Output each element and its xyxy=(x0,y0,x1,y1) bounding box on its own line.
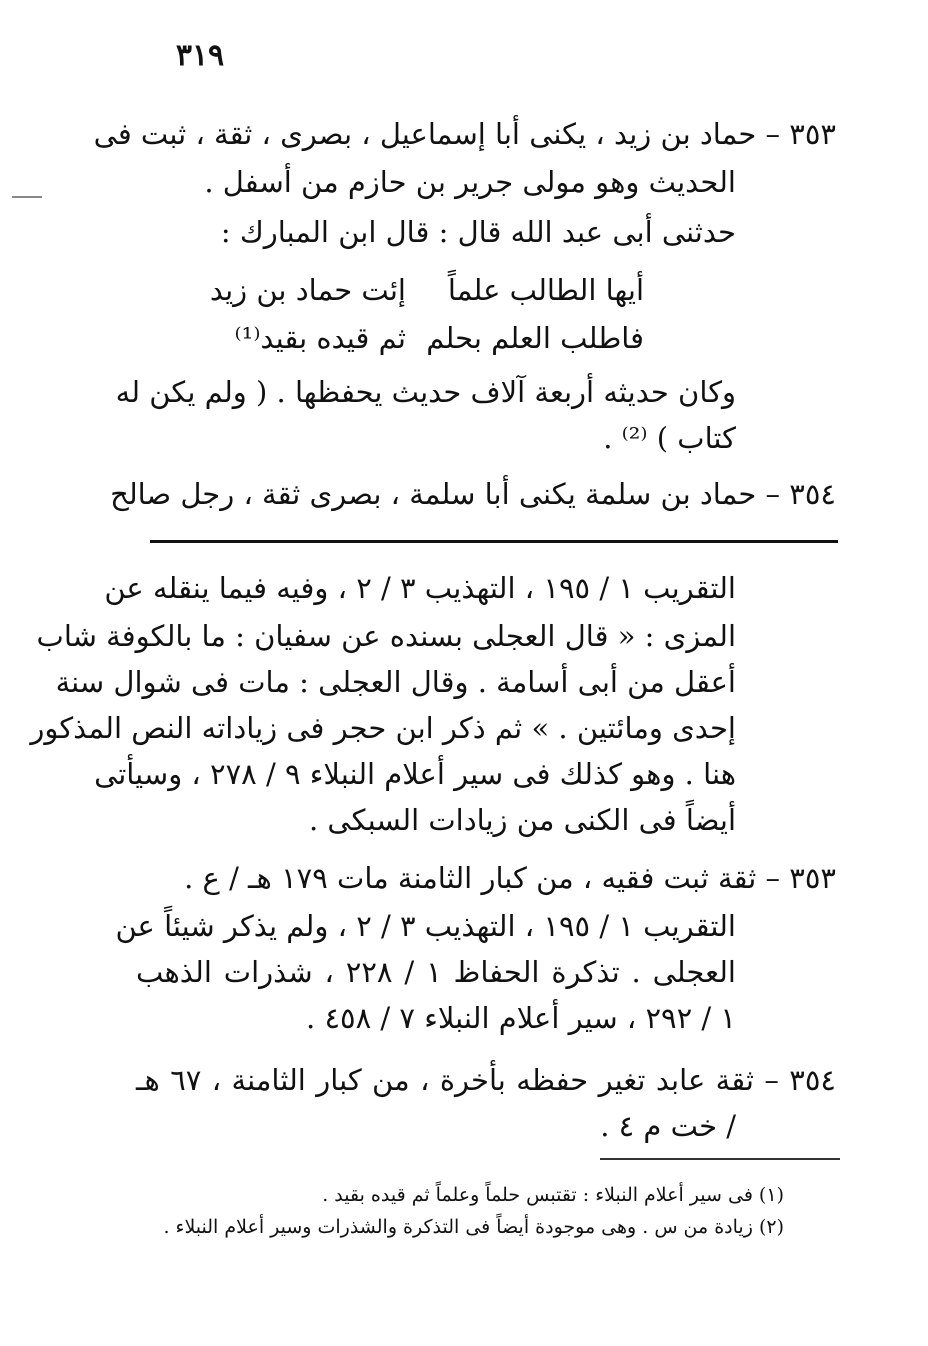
note-354-line-1: ٣٥٤ – ثقة عابد تغير حفظه بأخرة ، من كبار الثامنة ، ٦٧ هـ xyxy=(136,1063,836,1097)
page-number: ٣١٩ xyxy=(175,38,225,73)
note-353a-line-5: هنا . وهو كذلك فى سير أعلام النبلاء ٩ / ٢٧٨ ، وسيأتى xyxy=(94,757,736,791)
entry-353-line-2: الحديث وهو مولى جرير بن حازم من أسفل . xyxy=(204,165,736,199)
note-353a-line-4: إحدى ومائتين . » ثم ذكر ابن حجر فى زياداته النص المذكور xyxy=(30,711,736,745)
poem-line-2-first: فاطلب العلم بحلم xyxy=(426,321,644,355)
note-353a-line-3: أعقل من أبى أسامة . وقال العجلى : مات فى شوال سنة xyxy=(55,665,736,699)
footnote-1: (١) فى سير أعلام النبلاء : تقتبس حلماً وعلماً ثم قيده بقيد . xyxy=(322,1184,784,1206)
note-353a-line-1: التقريب ١ / ١٩٥ ، التهذيب ٣ / ٢ ، وفيه فيما ينقله عن xyxy=(104,571,736,605)
note-353b-line-3: العجلى . تذكرة الحفاظ ١ / ٢٢٨ ، شذرات الذهب xyxy=(136,955,736,989)
footnote-2: (٢) زيادة من س . وهى موجودة أيضاً فى التذكرة والشذرات وسير أعلام النبلاء . xyxy=(163,1216,784,1238)
entry-353-line-5: كتاب ) ⁽²⁾ . xyxy=(603,421,736,455)
note-353b-line-2: التقريب ١ / ١٩٥ ، التهذيب ٣ / ٢ ، ولم يذكر شيئاً عن xyxy=(115,909,736,943)
entry-353-line-3: حدثنى أبى عبد الله قال : قال ابن المبارك : xyxy=(220,215,736,249)
entry-353-line-1: ٣٥٣ – حماد بن زيد ، يكنى أبا إسماعيل ، بصرى ، ثقة ، ثبت فى xyxy=(93,117,836,151)
note-353a-line-6: أيضاً فى الكنى من زيادات السبكى . xyxy=(309,803,736,837)
poem-line-1-first: أيها الطالب علماً xyxy=(447,273,644,307)
poem-line-1-second: إئت حماد بن زيد xyxy=(209,273,406,307)
margin-mark xyxy=(12,196,42,198)
entry-353-line-4: وكان حديثه أربعة آلاف حديث يحفظها . ( ولم يكن له xyxy=(115,375,736,409)
poem-line-2-second: ثم قيده بقيد⁽¹⁾ xyxy=(234,321,406,355)
footnote-separator xyxy=(600,1158,840,1160)
note-353b-line-1: ٣٥٣ – ثقة ثبت فقيه ، من كبار الثامنة مات ١٧٩ هـ / ع . xyxy=(184,861,836,895)
note-353a-line-2: المزى : « قال العجلى بسنده عن سفيان : ما بالكوفة شاب xyxy=(36,619,736,653)
note-354-line-2: / خت م ٤ . xyxy=(600,1109,736,1143)
entry-354-line-1: ٣٥٤ – حماد بن سلمة يكنى أبا سلمة ، بصرى ثقة ، رجل صالح xyxy=(110,477,836,511)
notes-separator xyxy=(150,540,838,543)
note-353b-line-4: ١ / ٢٩٢ ، سير أعلام النبلاء ٧ / ٤٥٨ . xyxy=(306,1001,736,1035)
